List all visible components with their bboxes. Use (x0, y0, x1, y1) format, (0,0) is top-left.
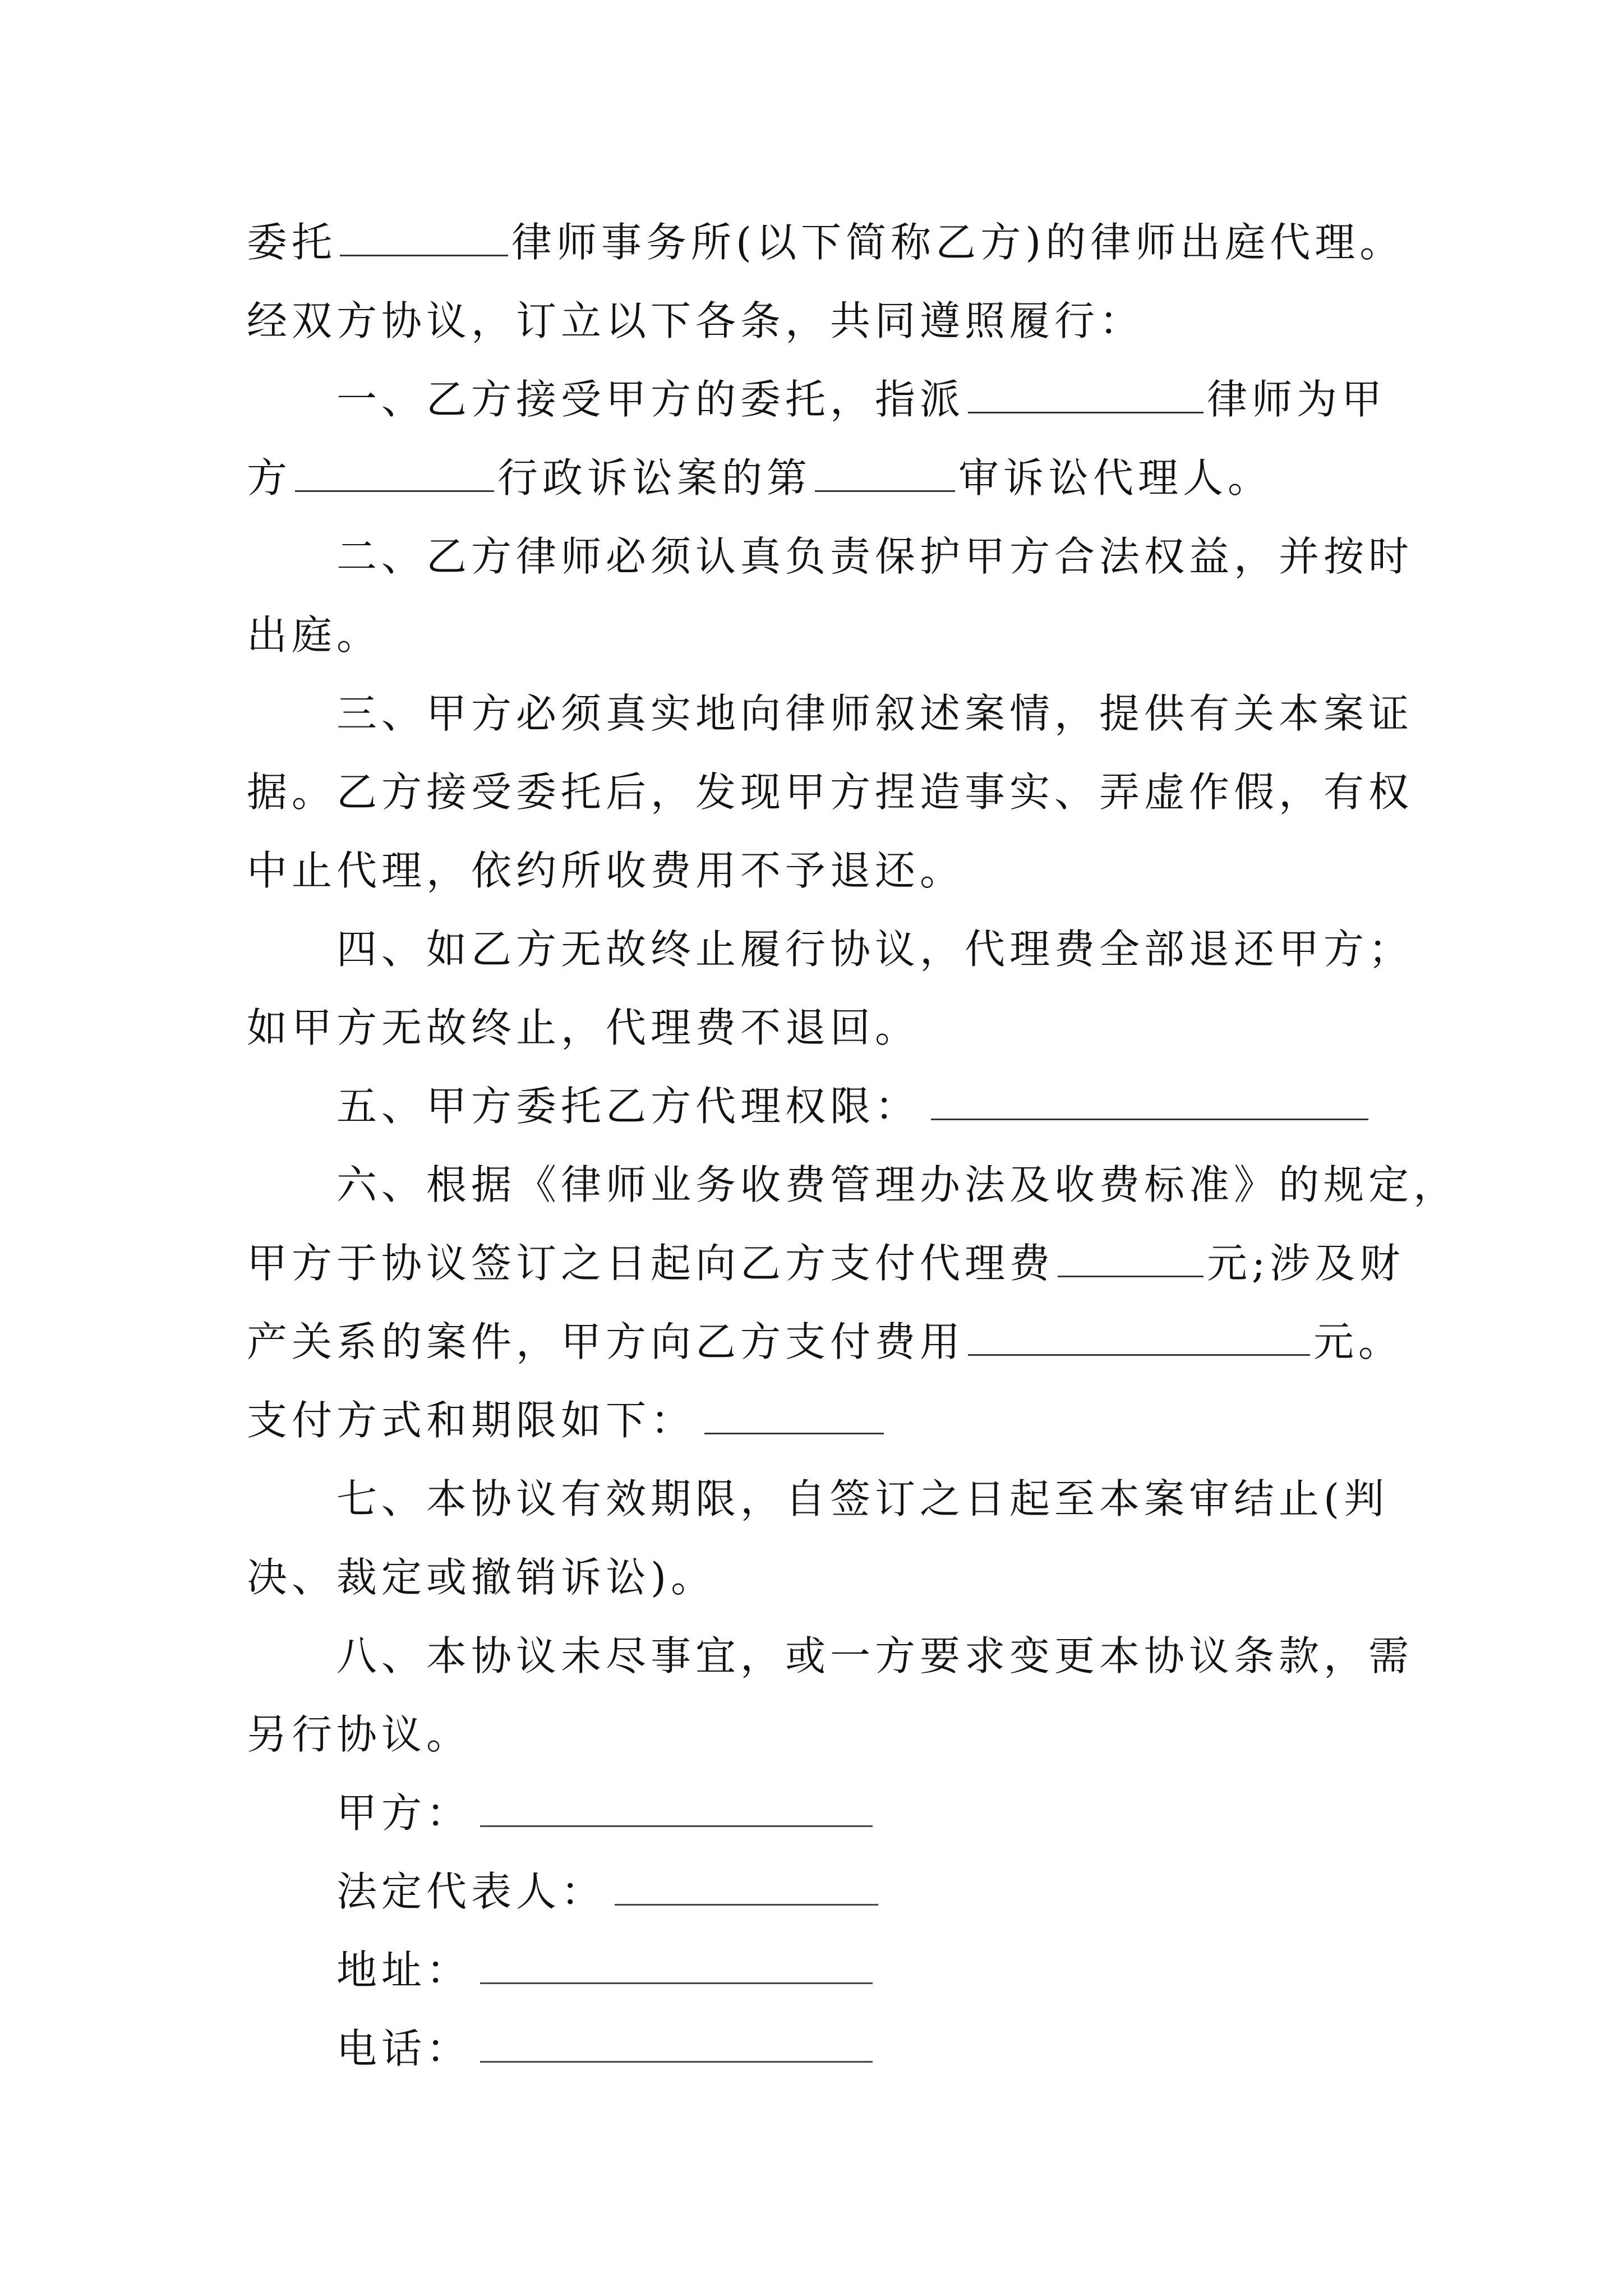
signature-legal-rep (336, 1858, 878, 1925)
text-segment: 甲方于协议签订之日起向乙方支付代理费 (247, 1240, 1055, 1287)
text-segment: 律师为甲 (1207, 376, 1387, 423)
phone-field[interactable] (480, 2017, 873, 2063)
text-segment: 行政诉讼案的第 (497, 454, 812, 501)
clause-8-line-2: 另行协议。 (247, 1711, 472, 1758)
clause-6-line-2 (247, 1230, 1404, 1297)
text-segment: 产关系的案件，甲方向乙方支付费用 (247, 1318, 965, 1365)
clause-6-line-4 (247, 1387, 887, 1454)
text-segment: 五、甲方委托乙方代理权限： (336, 1083, 920, 1130)
clause-1-line-1 (336, 366, 1386, 433)
text-segment: 审诉讼代理人。 (958, 454, 1273, 501)
clause-1-line-2 (247, 444, 1272, 512)
clause-5-line (336, 1073, 1372, 1140)
signature-party-a (336, 1779, 873, 1847)
clause-6-line-3 (247, 1308, 1403, 1375)
clause-4-line-2: 如甲方无故终止，代理费不退回。 (247, 1004, 920, 1051)
signature-label: 法定代表人： (336, 1868, 606, 1915)
clause-2-line-1: 二、乙方律师必须认真负责保护甲方合法权益，并按时 (336, 533, 1414, 580)
clause-6-line-1: 六、根据《律师业务收费管理办法及收费标准》的规定， (336, 1161, 1459, 1208)
blank-agency-authority[interactable] (931, 1075, 1368, 1120)
party-a-field[interactable] (480, 1782, 873, 1827)
clause-7-line-2: 决、裁定或撤销诉讼)。 (247, 1554, 716, 1601)
blank-agency-fee[interactable] (1058, 1232, 1204, 1277)
blank-firm-name[interactable] (340, 211, 508, 256)
blank-property-fee[interactable] (968, 1310, 1310, 1356)
text-line-2: 经双方协议，订立以下各条，共同遵照履行： (247, 297, 1145, 344)
signature-address (336, 1936, 873, 2004)
text-segment: 方 (247, 454, 292, 501)
blank-lawyer-name[interactable] (968, 368, 1204, 413)
clause-3-line-2: 据。乙方接受委托后，发现甲方捏造事实、弄虚作假，有权 (247, 769, 1414, 816)
signature-phone (336, 2015, 873, 2082)
text-segment: 一、乙方接受甲方的委托，指派 (336, 376, 965, 423)
signature-label: 电话： (336, 2025, 472, 2072)
blank-party-name[interactable] (295, 447, 494, 492)
signature-label: 甲方： (336, 1789, 472, 1837)
text-line-1 (247, 209, 1404, 276)
address-field[interactable] (480, 1939, 873, 1984)
blank-trial-instance[interactable] (815, 447, 955, 492)
text-segment: 委托 (247, 219, 337, 266)
legal-rep-field[interactable] (615, 1860, 878, 1906)
clause-8-line-1: 八、本协议未尽事宜，或一方要求变更本协议条款，需 (336, 1632, 1414, 1680)
clause-7-line-1: 七、本协议有效期限，自签订之日起至本案审结止(判 (336, 1475, 1389, 1522)
text-segment: 元;涉及财 (1207, 1240, 1405, 1287)
clause-3-line-1: 三、甲方必须真实地向律师叙述案情，提供有关本案证 (336, 690, 1414, 737)
signature-label: 地址： (336, 1947, 472, 1994)
clause-3-line-3: 中止代理，依约所收费用不予退还。 (247, 847, 965, 894)
clause-2-line-2: 出庭。 (247, 611, 382, 659)
text-segment: 支付方式和期限如下： (247, 1397, 696, 1444)
blank-payment-terms[interactable] (704, 1389, 884, 1434)
text-segment: 元。 (1313, 1318, 1404, 1365)
text-segment: 律师事务所(以下简称乙方)的律师出庭代理。 (511, 219, 1405, 266)
clause-4-line-1: 四、如乙方无故终止履行协议，代理费全部退还甲方； (336, 926, 1414, 973)
